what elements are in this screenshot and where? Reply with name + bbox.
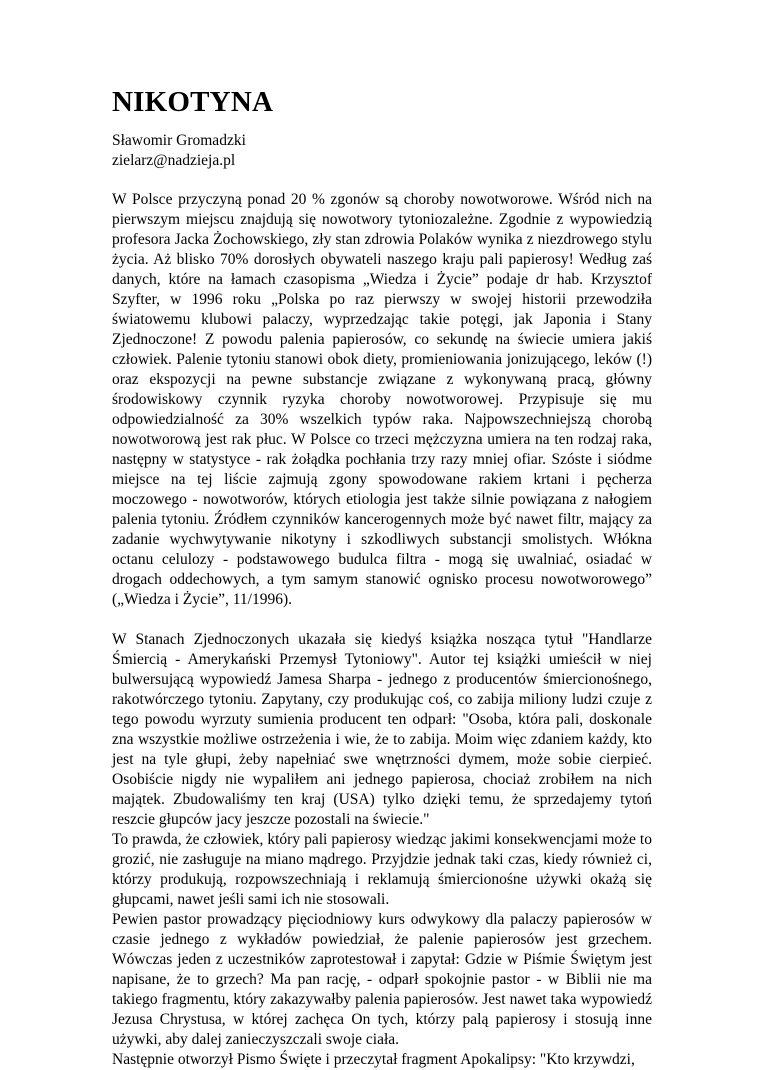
author-email: zielarz@nadzieja.pl: [112, 152, 236, 169]
paragraph-truth: To prawda, że człowiek, który pali papierosy wiedząc jakimi konsekwencjami może to grozić, nie zasługuje na miano mądrego. Przyjdzie jednak taki czas, kiedy również ci, którzy produkują, rozpowszechniają i reklamują śmiercionośne używki okażą się głupcami, nawet jeśli sami ich nie stosowali.: [112, 831, 652, 908]
author-block: [112, 131, 652, 171]
document-page: [112, 86, 652, 1070]
document-title: NIKOTYNA: [112, 86, 274, 118]
paragraph-usa: W Stanach Zjednoczonych ukazała się kiedyś książka nosząca tytuł "Handlarze Śmiercią - Amerykański Przemysł Tytoniowy". Autor tej książki umieścił w niej bulwersującą wypowiedź Jamesa Sharpa - jednego z producentów śmiercionośnego, rakotwórczego tytoniu. Zapytany, czy produkując coś, co zabija miliony ludzi czuje z tego powodu wyrzuty sumienia producent ten odparł: "Osoba, która pali, doskonale zna wszystkie możliwe ostrzeżenia i wie, że to zabija. Moim więc zdaniem każdy, kto jest na tyle głupi, żeby napełniać swe wnętrzności dymem, może sobie cierpieć. Osobiście nigdy nie wypaliłem ani jednego papierosa, chociaż zrobiłem na nich majątek. Zbudowaliśmy ten kraj (USA) tylko dzięki temu, że sprzedajemy tytoń reszcie głupców jacy jeszcze pozostali na świecie.": [112, 631, 652, 828]
paragraph-apocalypse: Następnie otworzył Pismo Święte i przeczytał fragment Apokalipsy: "Kto krzywdzi,: [112, 1051, 635, 1068]
paragraph-intro: W Polsce przyczyną ponad 20 % zgonów są choroby nowotworowe. Wśród nich na pierwszym miejscu znajdują się nowotwory tytoniozależne. Zgodnie z wypowiedzią profesora Jacka Żochowskiego, zły stan zdrowia Polaków wynika z niezdrowego stylu życia. Aż blisko 70% dorosłych obywateli naszego kraju pali papierosy! Według zaś danych, które na łamach czasopisma „Wiedza i Życie” podaje dr hab. Krzysztof Szyfter, w 1996 roku „Polska po raz pierwszy w swojej historii przewodziła światowemu klubowi palaczy, wyprzedzając takie potęgi, jak Japonia i Stany Zjednoczone! Z powodu palenia papierosów, co sekundę na świecie umiera jakiś człowiek. Palenie tytoniu stanowi obok diety, promieniowania jonizującego, leków (!) oraz ekspozycji na pewne substancje związane z wykonywaną pracą, główny środowiskowy czynnik ryzyka choroby nowotworowej. Przypisuje się mu odpowiedzialność za 30% wszelkich typów raka. Najpowszechniejszą chorobą nowotworową jest rak płuc. W Polsce co trzeci mężczyzna umiera na ten rodzaj raka, następny w statystyce - rak żołądka pochłania trzy razy mniej ofiar. Szóste i siódme miejsce na tej liście zajmują zgony spowodowane rakiem krtani i pęcherza moczowego - nowotworów, których etiologia jest także silnie powiązana z nałogiem palenia tytoniu. Źródłem czynników kancerogennych może być nawet filtr, mający za zadanie wychwytywanie nikotyny i szkodliwych substancji smolistych. Włókna octanu celulozy - podstawowego budulca filtra - mogą się uwalniać, osiadać w drogach oddechowych, a tym samym stanowić ognisko procesu nowotworowego” („Wiedza i Życie”, 11/1996).: [112, 191, 652, 608]
author-name: Sławomir Gromadzki: [112, 132, 246, 149]
paragraph-pastor: Pewien pastor prowadzący pięciodniowy kurs odwykowy dla palaczy papierosów w czasie jednego z wykładów powiedział, że palenie papierosów jest grzechem. Wówczas jeden z uczestników zaprotestował i zapytał: Gdzie w Piśmie Świętym jest napisane, że to grzech? Ma pan rację, - odparł spokojnie pastor - w Biblii nie ma takiego fragmentu, który zakazywałby palenia papierosów. Jest nawet taka wypowiedź Jezusa Chrystusa, w której zachęca On tych, którzy palą papierosy i stosują inne używki, aby dalej zanieczyszczali swoje ciała.: [112, 911, 652, 1048]
spacer: [112, 171, 652, 190]
